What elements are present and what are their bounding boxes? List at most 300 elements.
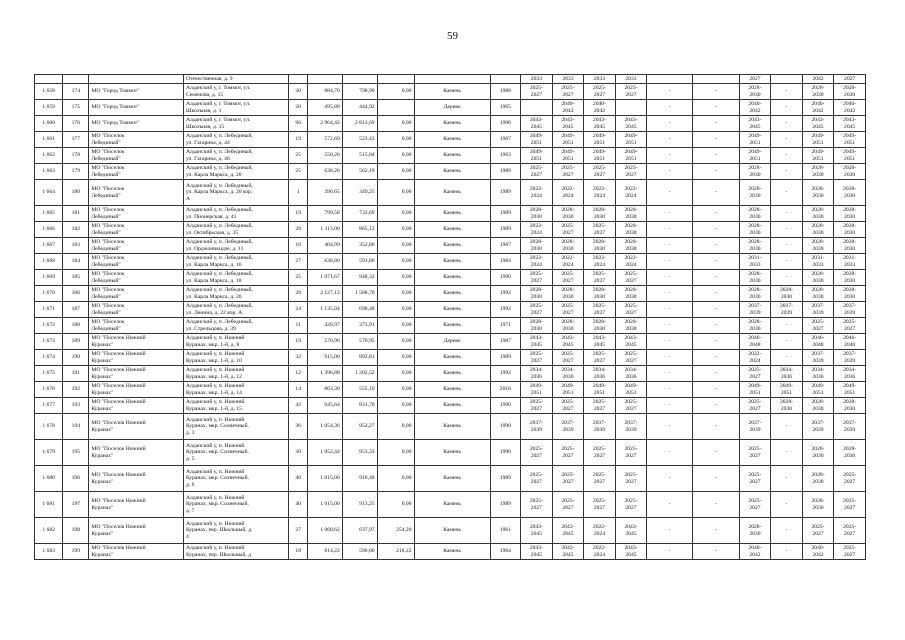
living-area-cell: 892,81 <box>342 350 377 366</box>
table-row <box>35 334 866 350</box>
period-cell: 2043- 2045 <box>615 544 647 560</box>
dash-cell: - <box>692 334 739 350</box>
living-area-cell: 948,32 <box>342 270 377 286</box>
period-cell: 2028- 2030 <box>615 318 647 334</box>
living-area-cell: 637,97 <box>342 518 377 544</box>
year-cell: 1987 <box>490 334 520 350</box>
period-cell: 2043- 2045 <box>584 116 616 132</box>
period-cell: 2043- 2045 <box>739 116 771 132</box>
period-cell: 2049- 2051 <box>834 132 866 148</box>
period-cell: 2025- 2027 <box>834 518 866 544</box>
year-cell: 1990 <box>490 270 520 286</box>
dash-cell: - <box>692 100 739 116</box>
residents-cell: 30 <box>289 84 307 100</box>
table-row <box>35 466 866 492</box>
dash-cell: - <box>647 84 693 100</box>
year-cell: 1992 <box>490 302 520 318</box>
nonliving-area-cell: 0,00 <box>377 286 414 302</box>
living-area-cell: 352,80 <box>342 238 377 254</box>
period-cell: 2040- 2042 <box>739 544 771 560</box>
row-number-cell: 1 674 <box>35 350 63 366</box>
total-area-cell: 572,69 <box>307 132 342 148</box>
entry-number-cell: 194 <box>63 414 89 440</box>
period-cell: 2022- 2024 <box>584 518 616 544</box>
wall-material-cell: Камень <box>414 132 490 148</box>
year-cell: 1992 <box>490 286 520 302</box>
wall-material-cell: Камень <box>414 440 490 466</box>
period-cell: 2034- 2036 <box>521 366 553 382</box>
entry-number-cell: 195 <box>63 440 89 466</box>
period-cell: 2028- 2030 <box>802 286 834 302</box>
address-cell: Алданский у, п. Нижний Куранах, мкр. 1-й, д. 10 <box>183 350 289 366</box>
row-number-cell: 1 677 <box>35 398 63 414</box>
period-cell: 2028- 2030 <box>834 238 866 254</box>
dash-cell: - <box>692 440 739 466</box>
period-cell: 2049- 2051 <box>552 148 584 164</box>
year-cell: 1990 <box>490 398 520 414</box>
period-cell: 2025- 2027 <box>584 164 616 180</box>
dash-cell: - <box>647 518 693 544</box>
entry-number-cell: 174 <box>63 84 89 100</box>
period-cell: 2028- 2030 <box>615 238 647 254</box>
period-cell: - <box>771 492 803 518</box>
period-cell: - <box>771 238 803 254</box>
period-cell: 2025- 2027 <box>584 440 616 466</box>
period-cell: 2028- 2030 <box>834 206 866 222</box>
entry-number-cell: 189 <box>63 334 89 350</box>
dash-cell: - <box>692 466 739 492</box>
table-row <box>35 440 866 466</box>
period-cell: 2037- 2039 <box>521 414 553 440</box>
nonliving-area-cell: 0,00 <box>377 206 414 222</box>
year-cell: 1992 <box>490 366 520 382</box>
period-cell: 2028- 2030 <box>552 286 584 302</box>
period-cell: 2025- 2027 <box>802 518 834 544</box>
living-area-cell: 952,27 <box>342 414 377 440</box>
dash-cell: - <box>692 116 739 132</box>
dash-cell: - <box>692 270 739 286</box>
municipality-cell: МО "Поселок Лебединый" <box>89 270 184 286</box>
period-cell: 2025- 2027 <box>552 270 584 286</box>
period-cell: 2028- 2030 <box>584 318 616 334</box>
address-cell: Алданский у, п. Нижний Куранах, мкр. Солнечный, д. 6 <box>183 466 289 492</box>
period-cell: 2025- 2027 <box>739 366 771 382</box>
residents-cell: 25 <box>289 164 307 180</box>
living-area-cell: 733,69 <box>342 206 377 222</box>
nonliving-area-cell: 0,00 <box>377 116 414 132</box>
period-cell: 2025- 2027 <box>615 302 647 318</box>
table-row <box>35 366 866 382</box>
period-cell: - <box>771 84 803 100</box>
period-cell: - <box>771 414 803 440</box>
residents-cell: 16 <box>289 238 307 254</box>
nonliving-area-cell: 0,00 <box>377 440 414 466</box>
table-row <box>35 254 866 270</box>
period-cell: 2028- 2030 <box>739 206 771 222</box>
residents-cell: 28 <box>289 286 307 302</box>
entry-number-cell: 184 <box>63 254 89 270</box>
period-cell: 2033 <box>615 75 647 84</box>
nonliving-area-cell: 0,00 <box>377 334 414 350</box>
residents-cell: 27 <box>289 518 307 544</box>
dash-cell: - <box>647 492 693 518</box>
wall-material-cell: Дерево <box>414 100 490 116</box>
nonliving-area-cell: 0,00 <box>377 302 414 318</box>
row-number-cell: 1 682 <box>35 518 63 544</box>
period-cell: 2025- 2027 <box>552 398 584 414</box>
residents-cell: 12 <box>289 366 307 382</box>
row-number-cell: 1 660 <box>35 116 63 132</box>
table-row <box>35 180 866 206</box>
period-cell: 2025- 2027 <box>615 270 647 286</box>
dash-cell: - <box>692 492 739 518</box>
total-area-cell: 945,64 <box>307 398 342 414</box>
period-cell: 2022- 2024 <box>521 222 553 238</box>
municipality-cell: МО "Поселок Лебединый" <box>89 206 184 222</box>
row-number-cell: 1 658 <box>35 84 63 100</box>
address-cell: Алданский у, п. Нижний Куранах, мкр. 1-й, д. 12 <box>183 366 289 382</box>
municipality-cell: МО "Поселок Лебединый" <box>89 180 184 206</box>
year-cell: 2016 <box>490 382 520 398</box>
municipality-cell: МО "Поселок Нижний Куранах" <box>89 544 184 560</box>
total-area-cell: 1 135,04 <box>307 302 342 318</box>
row-number-cell: 1 672 <box>35 318 63 334</box>
nonliving-area-cell: 0,00 <box>377 466 414 492</box>
period-cell: 2025- 2027 <box>584 222 616 238</box>
period-cell: 2028- 2030 <box>584 206 616 222</box>
dash-cell: - <box>692 350 739 366</box>
dash-cell: - <box>647 544 693 560</box>
total-area-cell: 2 964,42 <box>307 116 342 132</box>
period-cell: - <box>771 148 803 164</box>
period-cell: 2028- 2030 <box>802 440 834 466</box>
period-cell: 2043- 2045 <box>521 334 553 350</box>
wall-material-cell: Камень <box>414 206 490 222</box>
total-area-cell: 550,26 <box>307 148 342 164</box>
year-cell: 1989 <box>490 492 520 518</box>
nonliving-area-cell: 0,00 <box>377 164 414 180</box>
period-cell: 2025- 2027 <box>552 350 584 366</box>
table-row <box>35 270 866 286</box>
period-cell: 2025- 2027 <box>584 84 616 100</box>
year-cell: 1967 <box>490 238 520 254</box>
period-cell: 2043- 2045 <box>584 334 616 350</box>
entry-number-cell: 177 <box>63 132 89 148</box>
table-row <box>35 148 866 164</box>
dash-cell: - <box>647 366 693 382</box>
residents-cell: 30 <box>289 440 307 466</box>
dash-cell: - <box>647 382 693 398</box>
period-cell: 2049- 2051 <box>802 382 834 398</box>
total-area-cell: 915,00 <box>307 350 342 366</box>
dash-cell: - <box>692 518 739 544</box>
period-cell: 2040- 2042 <box>802 544 834 560</box>
table-row <box>35 518 866 544</box>
dash-cell: - <box>647 164 693 180</box>
period-cell: 2025- 2027 <box>739 440 771 466</box>
municipality-cell: МО "Поселок Нижний Куранах" <box>89 492 184 518</box>
nonliving-area-cell: 0,00 <box>377 398 414 414</box>
period-cell: 2031- 2033 <box>739 254 771 270</box>
row-number-cell: 1 669 <box>35 270 63 286</box>
row-number-cell: 1 666 <box>35 222 63 238</box>
dash-cell: - <box>647 206 693 222</box>
wall-material-cell: Камень <box>414 222 490 238</box>
period-cell: 2034- 2036 <box>615 366 647 382</box>
address-cell: Алданский у, п. Нижний Куранах, мкр. 1-й, д. 15 <box>183 398 289 414</box>
dash-cell: - <box>692 132 739 148</box>
nonliving-area-cell: 254,20 <box>377 518 414 544</box>
nonliving-area-cell: 0,00 <box>377 132 414 148</box>
period-cell: 2028- 2030 <box>739 318 771 334</box>
nonliving-area-cell <box>377 100 414 116</box>
entry-number-cell: 197 <box>63 492 89 518</box>
row-number-cell: 1 679 <box>35 440 63 466</box>
period-cell: 2049- 2051 <box>615 382 647 398</box>
period-cell: 2049- 2051 <box>615 132 647 148</box>
entry-number-cell: 176 <box>63 116 89 132</box>
period-cell: 2028- 2030 <box>834 286 866 302</box>
entry-number-cell: 183 <box>63 238 89 254</box>
period-cell: 2025- 2027 <box>552 84 584 100</box>
nonliving-area-cell: 0,00 <box>377 270 414 286</box>
wall-material-cell: Камень <box>414 270 490 286</box>
dash-cell: - <box>692 238 739 254</box>
year-cell: 1961 <box>490 518 520 544</box>
municipality-cell: МО "Поселок Нижний Куранах" <box>89 334 184 350</box>
period-cell <box>615 100 647 116</box>
living-area-cell: 1 588,70 <box>342 286 377 302</box>
dash-cell: - <box>692 318 739 334</box>
wall-material-cell: Камень <box>414 164 490 180</box>
period-cell: 2049- 2051 <box>802 148 834 164</box>
period-cell: - <box>771 334 803 350</box>
wall-material-cell: Камень <box>414 318 490 334</box>
dash-cell: - <box>647 466 693 492</box>
year-cell: 1989 <box>490 164 520 180</box>
living-area-cell: 2 813,69 <box>342 116 377 132</box>
row-number-cell: 1 675 <box>35 366 63 382</box>
nonliving-area-cell: 0,00 <box>377 222 414 238</box>
wall-material-cell: Камень <box>414 286 490 302</box>
residents-cell: 25 <box>289 270 307 286</box>
period-cell: 2025- 2027 <box>584 302 616 318</box>
table-row <box>35 382 866 398</box>
residents-cell: 18 <box>289 544 307 560</box>
address-cell: Алданский у, п. Лебединый, ул. Карла Маркса, д. 20 <box>183 164 289 180</box>
entry-number-cell: 186 <box>63 286 89 302</box>
period-cell: 2028- 2030 <box>552 318 584 334</box>
period-cell: 2049- 2051 <box>552 382 584 398</box>
period-cell: 2022- 2024 <box>552 254 584 270</box>
row-number-cell: 1 671 <box>35 302 63 318</box>
period-cell: - <box>771 164 803 180</box>
living-area-cell: 349,25 <box>342 180 377 206</box>
period-cell <box>521 100 553 116</box>
living-area-cell: 596,00 <box>342 544 377 560</box>
dash-cell: - <box>692 286 739 302</box>
period-cell: 2025- 2027 <box>615 164 647 180</box>
period-cell: 2025- 2027 <box>521 270 553 286</box>
period-cell: 2028- 2030 <box>739 270 771 286</box>
total-area-cell: 1 054,36 <box>307 414 342 440</box>
address-cell: Алданский у, п. Лебединый, ул. Орджоникидзе, д. 11 <box>183 238 289 254</box>
period-cell: 2025- 2027 <box>521 492 553 518</box>
period-cell: 2025- 2027 <box>615 466 647 492</box>
period-cell: 2043- 2045 <box>552 544 584 560</box>
total-area-cell: 1 052,44 <box>307 440 342 466</box>
year-cell: 1967 <box>490 132 520 148</box>
table-row <box>35 116 866 132</box>
table-row <box>35 286 866 302</box>
period-cell: - <box>771 116 803 132</box>
period-cell: 2028- 2030 <box>834 180 866 206</box>
period-cell: 2028- 2030 <box>802 164 834 180</box>
residents-cell: 27 <box>289 254 307 270</box>
period-cell: 2025- 2027 <box>552 164 584 180</box>
period-cell: 2042 <box>802 75 834 84</box>
address-cell: Алданский у, п. Лебединый, ул. Гагарина, д. 46 <box>183 148 289 164</box>
living-area-cell: 523,43 <box>342 132 377 148</box>
dash-cell: - <box>647 238 693 254</box>
period-cell: 2025- 2027 <box>615 398 647 414</box>
period-cell: 2043- 2045 <box>521 518 553 544</box>
period-cell: 2028- 2030 <box>739 518 771 544</box>
living-area-cell: 918,48 <box>342 466 377 492</box>
table-body <box>35 75 866 560</box>
living-area-cell: 831,70 <box>342 398 377 414</box>
dash-cell: - <box>692 382 739 398</box>
wall-material-cell: Камень <box>414 84 490 100</box>
period-cell: 2022- 2024 <box>739 350 771 366</box>
period-cell <box>771 75 803 84</box>
period-cell: 2022- 2024 <box>584 544 616 560</box>
wall-material-cell: Камень <box>414 382 490 398</box>
dash-cell: - <box>692 148 739 164</box>
year-cell: 1984 <box>490 254 520 270</box>
period-cell: 2025- 2027 <box>521 302 553 318</box>
dash-cell: - <box>692 206 739 222</box>
entry-number-cell: 175 <box>63 100 89 116</box>
period-cell: 2046- 2048 <box>802 334 834 350</box>
period-cell: - <box>771 132 803 148</box>
table-row <box>35 302 866 318</box>
period-cell: 2025- 2027 <box>615 492 647 518</box>
period-cell: 2043- 2045 <box>615 518 647 544</box>
municipality-cell: МО "Поселок Лебединый" <box>89 222 184 238</box>
period-cell: 2025- 2027 <box>834 492 866 518</box>
period-cell: 2028- 2030 <box>802 206 834 222</box>
period-cell: 2025- 2027 <box>584 492 616 518</box>
dash-cell: - <box>647 180 693 206</box>
dash-cell: - <box>692 84 739 100</box>
period-cell: 2037- 2039 <box>771 302 803 318</box>
year-cell: 1989 <box>490 206 520 222</box>
entry-number-cell: 190 <box>63 350 89 366</box>
row-number-cell: 1 667 <box>35 238 63 254</box>
period-cell: 2049- 2051 <box>834 382 866 398</box>
period-cell: 2049- 2051 <box>834 148 866 164</box>
municipality-cell: МО "Поселок Лебединый" <box>89 132 184 148</box>
dash-cell: - <box>692 180 739 206</box>
municipality-cell: МО "Поселок Лебединый" <box>89 318 184 334</box>
period-cell: - <box>771 100 803 116</box>
table-row <box>35 100 866 116</box>
row-number-cell: 1 681 <box>35 492 63 518</box>
period-cell: - <box>771 466 803 492</box>
year-cell: 1996 <box>490 116 520 132</box>
period-cell: 2028- 2030 <box>771 286 803 302</box>
period-cell: 2028- 2030 <box>521 238 553 254</box>
residents-cell: 40 <box>289 492 307 518</box>
living-area-cell: 953,33 <box>342 440 377 466</box>
period-cell: 2037- 2039 <box>584 414 616 440</box>
dash-cell: - <box>692 222 739 238</box>
period-cell: 2025- 2027 <box>739 492 771 518</box>
residents-cell: 42 <box>289 398 307 414</box>
dash-cell: - <box>692 366 739 382</box>
period-cell: 2028- 2030 <box>584 238 616 254</box>
period-cell: 2025- 2027 <box>521 164 553 180</box>
period-cell: 2025- 2027 <box>584 350 616 366</box>
total-area-cell: 1 396,88 <box>307 366 342 382</box>
period-cell: 2028- 2030 <box>615 206 647 222</box>
living-area-cell: 1 202,52 <box>342 366 377 382</box>
dash-cell: - <box>647 148 693 164</box>
period-cell: 2043- 2045 <box>521 544 553 560</box>
residents-cell: 11 <box>289 318 307 334</box>
living-area-cell: 591,80 <box>342 254 377 270</box>
period-cell: 2049- 2051 <box>584 382 616 398</box>
period-cell: 2049- 2051 <box>739 148 771 164</box>
period-cell: 2040- 2042 <box>739 100 771 116</box>
period-cell: 2025- 2027 <box>521 398 553 414</box>
year-cell: 1965 <box>490 100 520 116</box>
dash-cell: - <box>692 414 739 440</box>
empty-cell <box>692 75 739 84</box>
entry-number-cell: 179 <box>63 164 89 180</box>
table-row <box>35 398 866 414</box>
year-cell: 1990 <box>490 440 520 466</box>
period-cell: 2037- 2039 <box>834 302 866 318</box>
dash-cell: - <box>647 334 693 350</box>
row-number-cell: 1 665 <box>35 206 63 222</box>
period-cell: 2049- 2051 <box>584 132 616 148</box>
entry-number-cell: 178 <box>63 148 89 164</box>
period-cell: 2043- 2045 <box>552 116 584 132</box>
row-number-cell: 1 678 <box>35 414 63 440</box>
residents-cell: 1 <box>289 180 307 206</box>
period-cell: 2034- 2036 <box>771 366 803 382</box>
table-row <box>35 222 866 238</box>
period-cell: 2025- 2027 <box>615 84 647 100</box>
entry-number-cell: 193 <box>63 398 89 414</box>
residents-cell: 20 <box>289 100 307 116</box>
period-cell: 2028- 2030 <box>739 222 771 238</box>
year-cell: 1990 <box>490 414 520 440</box>
period-cell: - <box>771 180 803 206</box>
period-cell: 2028- 2030 <box>521 318 553 334</box>
living-area-cell: 555,10 <box>342 382 377 398</box>
entry-number-cell: 181 <box>63 206 89 222</box>
address-cell: Алданский у, п. Лебединый, ул. Карла Маркса, д. 20 кор. А <box>183 180 289 206</box>
period-cell: 2028- 2030 <box>834 440 866 466</box>
row-number-cell: 1 683 <box>35 544 63 560</box>
period-cell: 2028- 2030 <box>552 206 584 222</box>
period-cell: 2022- 2024 <box>584 180 616 206</box>
dash-cell: - <box>647 222 693 238</box>
address-cell: Алданский у, г. Томмот, ул. Школьная, д. 1 <box>183 100 289 116</box>
